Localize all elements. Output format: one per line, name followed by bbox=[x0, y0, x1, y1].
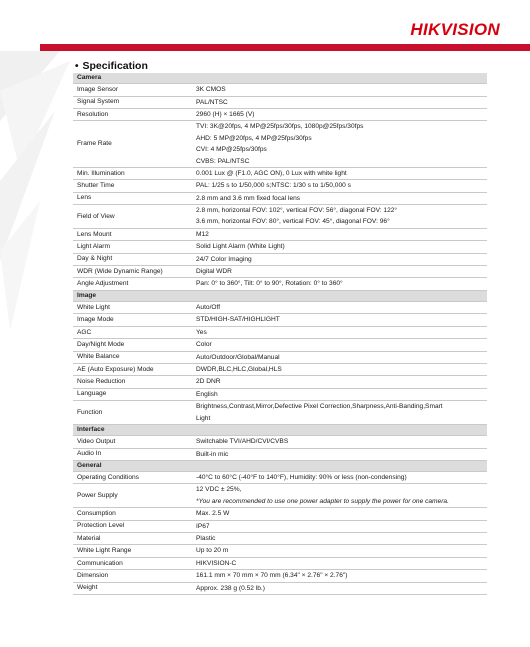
spec-value-line: 2960 (H) × 1665 (V) bbox=[196, 110, 255, 118]
spec-row bbox=[73, 448, 487, 460]
spec-key: Function bbox=[73, 401, 192, 425]
spec-key: Weight bbox=[73, 582, 192, 594]
spec-row bbox=[73, 570, 487, 582]
spec-value bbox=[192, 108, 487, 120]
spec-key: Image Sensor bbox=[73, 84, 192, 96]
spec-value-line: 3.6 mm, horizontal FOV: 80°, vertical FOV: 45°, diagonal FOV: 96° bbox=[196, 218, 390, 226]
spec-key: Material bbox=[73, 533, 192, 545]
category-label: Image bbox=[73, 290, 487, 301]
spec-row bbox=[73, 339, 487, 351]
spec-value-line: -40°C to 60°C (-40°F to 140°F), Humidity: 90% or less (non-condensing) bbox=[196, 474, 407, 482]
spec-key: White Balance bbox=[73, 351, 192, 363]
spec-row bbox=[73, 96, 487, 108]
category-label: Camera bbox=[73, 73, 487, 84]
spec-row bbox=[73, 520, 487, 532]
spec-value bbox=[192, 351, 487, 363]
bullet-icon: • bbox=[75, 61, 79, 72]
spec-value bbox=[192, 533, 487, 545]
spec-value bbox=[192, 520, 487, 532]
spec-key: White Light Range bbox=[73, 545, 192, 557]
spec-value-line: 12 VDC ± 25%, bbox=[196, 486, 242, 494]
spec-value-line: Plastic bbox=[196, 535, 216, 543]
spec-value bbox=[192, 376, 487, 388]
spec-row bbox=[73, 363, 487, 375]
spec-row bbox=[73, 302, 487, 314]
spec-value-line: 2.8 mm and 3.6 mm fixed focal lens bbox=[196, 194, 301, 202]
category-row bbox=[73, 73, 487, 84]
spec-key: Angle Adjustment bbox=[73, 278, 192, 290]
spec-key: Operating Conditions bbox=[73, 472, 192, 484]
spec-value bbox=[192, 314, 487, 326]
spec-key: Shutter Time bbox=[73, 180, 192, 192]
spec-value bbox=[192, 570, 487, 582]
category-label: Interface bbox=[73, 424, 487, 435]
spec-key: Video Output bbox=[73, 436, 192, 448]
spec-value bbox=[192, 326, 487, 338]
spec-row bbox=[73, 180, 487, 192]
spec-value bbox=[192, 363, 487, 375]
spec-value-line: Solid Light Alarm (White Light) bbox=[196, 243, 285, 251]
spec-value bbox=[192, 508, 487, 520]
spec-value-line: TVI: 3K@20fps, 4 MP@25fps/30fps, 1080p@25fps/30fps bbox=[196, 123, 364, 131]
header-red-bar bbox=[40, 44, 530, 51]
spec-key: Power Supply bbox=[73, 484, 192, 508]
spec-value-line: Yes bbox=[196, 328, 207, 336]
spec-value-line: 24/7 Color Imaging bbox=[196, 255, 252, 263]
spec-value-line: HIKVISION-C bbox=[196, 559, 237, 567]
spec-row bbox=[73, 241, 487, 253]
spec-key: Dimension bbox=[73, 570, 192, 582]
spec-value-line: IP67 bbox=[196, 522, 210, 530]
spec-value bbox=[192, 121, 487, 168]
spec-value-line: Digital WDR bbox=[196, 268, 232, 276]
spec-value-line: CVI: 4 MP@25fps/30fps bbox=[196, 146, 267, 154]
spec-key: Communication bbox=[73, 557, 192, 569]
spec-row bbox=[73, 278, 487, 290]
spec-value bbox=[192, 96, 487, 108]
spec-value bbox=[192, 167, 487, 179]
spec-row bbox=[73, 314, 487, 326]
spec-value bbox=[192, 436, 487, 448]
spec-key: Signal System bbox=[73, 96, 192, 108]
spec-value-line: M12 bbox=[196, 230, 209, 238]
specification-title: Specification bbox=[82, 60, 148, 72]
spec-value bbox=[192, 388, 487, 400]
spec-key: Audio In bbox=[73, 448, 192, 460]
spec-row bbox=[73, 266, 487, 278]
spec-key: Resolution bbox=[73, 108, 192, 120]
spec-row bbox=[73, 582, 487, 594]
spec-row bbox=[73, 401, 487, 425]
spec-note-line: *You are recommended to use one power adapter to supply the power for one camera. bbox=[196, 497, 449, 505]
spec-row bbox=[73, 436, 487, 448]
spec-value-line: PAL/NTSC bbox=[196, 98, 228, 106]
category-row bbox=[73, 424, 487, 435]
spec-value bbox=[192, 180, 487, 192]
spec-value bbox=[192, 266, 487, 278]
decorative-gray-graphic bbox=[0, 51, 80, 331]
spec-row bbox=[73, 472, 487, 484]
spec-key: AE (Auto Exposure) Mode bbox=[73, 363, 192, 375]
spec-row bbox=[73, 167, 487, 179]
spec-key: WDR (Wide Dynamic Range) bbox=[73, 266, 192, 278]
spec-value-line: CVBS: PAL/NTSC bbox=[196, 157, 250, 165]
spec-value-line: 2D DNR bbox=[196, 378, 221, 386]
spec-value-line: Auto/Off bbox=[196, 304, 221, 312]
category-label: General bbox=[73, 460, 487, 471]
spec-value-line: Up to 20 m bbox=[196, 547, 229, 555]
spec-key: AGC bbox=[73, 326, 192, 338]
spec-value bbox=[192, 84, 487, 96]
category-row bbox=[73, 460, 487, 471]
spec-value-line: 3K CMOS bbox=[196, 86, 226, 94]
spec-row bbox=[73, 121, 487, 168]
spec-value-line: Pan: 0° to 360°, Tilt: 0° to 90°, Rotation: 0° to 360° bbox=[196, 280, 343, 288]
spec-value bbox=[192, 339, 487, 351]
spec-row bbox=[73, 108, 487, 120]
spec-row bbox=[73, 376, 487, 388]
spec-key: Light Alarm bbox=[73, 241, 192, 253]
spec-value-line: 0.001 Lux @ (F1.0, AGC ON), 0 Lux with white light bbox=[196, 169, 347, 177]
hikvision-logo: HIKVISION bbox=[410, 20, 500, 39]
spec-value-line: English bbox=[196, 390, 218, 398]
spec-value bbox=[192, 545, 487, 557]
spec-value-line: Approx. 238 g (0.52 lb.) bbox=[196, 584, 265, 592]
spec-row bbox=[73, 533, 487, 545]
spec-row bbox=[73, 545, 487, 557]
spec-value-line: AHD: 5 MP@20fps, 4 MP@25fps/30fps bbox=[196, 134, 312, 142]
spec-row bbox=[73, 192, 487, 204]
spec-value bbox=[192, 241, 487, 253]
spec-key: Consumption bbox=[73, 508, 192, 520]
spec-row bbox=[73, 388, 487, 400]
spec-key: Day/Night Mode bbox=[73, 339, 192, 351]
spec-value-line: Switchable TVI/AHD/CVI/CVBS bbox=[196, 438, 289, 446]
spec-value-line: Color bbox=[196, 341, 212, 349]
spec-key: Lens bbox=[73, 192, 192, 204]
spec-value-line: STD/HIGH-SAT/HIGHLIGHT bbox=[196, 316, 280, 324]
spec-value bbox=[192, 302, 487, 314]
spec-row bbox=[73, 326, 487, 338]
spec-row bbox=[73, 84, 487, 96]
spec-row bbox=[73, 228, 487, 240]
spec-key: Lens Mount bbox=[73, 228, 192, 240]
spec-value-line: 161.1 mm × 70 mm × 70 mm (6.34" × 2.76" × 2.76") bbox=[196, 572, 348, 580]
spec-key: Frame Rate bbox=[73, 121, 192, 168]
specification-table bbox=[73, 73, 487, 595]
spec-value-line: Brightness,Contrast,Mirror,Defective Pixel Correction,Sharpness,Anti-Banding,Smart bbox=[196, 403, 443, 411]
spec-key: Language bbox=[73, 388, 192, 400]
spec-value-line: DWDR,BLC,HLC,Global,HLS bbox=[196, 365, 282, 373]
spec-value bbox=[192, 205, 487, 229]
spec-value-line: Auto/Outdoor/Global/Manual bbox=[196, 353, 280, 361]
spec-key: Image Mode bbox=[73, 314, 192, 326]
spec-row bbox=[73, 205, 487, 229]
spec-key: Protection Level bbox=[73, 520, 192, 532]
spec-row bbox=[73, 351, 487, 363]
spec-key: White Light bbox=[73, 302, 192, 314]
spec-key: Day & Night bbox=[73, 253, 192, 265]
spec-key: Min. Illumination bbox=[73, 167, 192, 179]
spec-value bbox=[192, 278, 487, 290]
specification-heading bbox=[75, 60, 148, 72]
spec-row bbox=[73, 557, 487, 569]
spec-value-line: 2.8 mm, horizontal FOV: 102°, vertical FOV: 56°, diagonal FOV: 122° bbox=[196, 207, 398, 215]
spec-value bbox=[192, 472, 487, 484]
spec-key: Noise Reduction bbox=[73, 376, 192, 388]
spec-row bbox=[73, 484, 487, 508]
category-row bbox=[73, 290, 487, 301]
spec-value-line: Max. 2.5 W bbox=[196, 510, 230, 518]
spec-value bbox=[192, 557, 487, 569]
spec-value bbox=[192, 253, 487, 265]
spec-value bbox=[192, 192, 487, 204]
spec-row bbox=[73, 508, 487, 520]
spec-value bbox=[192, 401, 487, 425]
spec-key: Field of View bbox=[73, 205, 192, 229]
spec-value-line: Built-in mic bbox=[196, 450, 229, 458]
spec-value-line: Light bbox=[196, 414, 211, 422]
spec-value bbox=[192, 448, 487, 460]
spec-value-line: PAL: 1/25 s to 1/50,000 s;NTSC: 1/30 s to 1/50,000 s bbox=[196, 182, 351, 190]
spec-value bbox=[192, 228, 487, 240]
spec-value bbox=[192, 484, 487, 508]
spec-row bbox=[73, 253, 487, 265]
spec-value bbox=[192, 582, 487, 594]
